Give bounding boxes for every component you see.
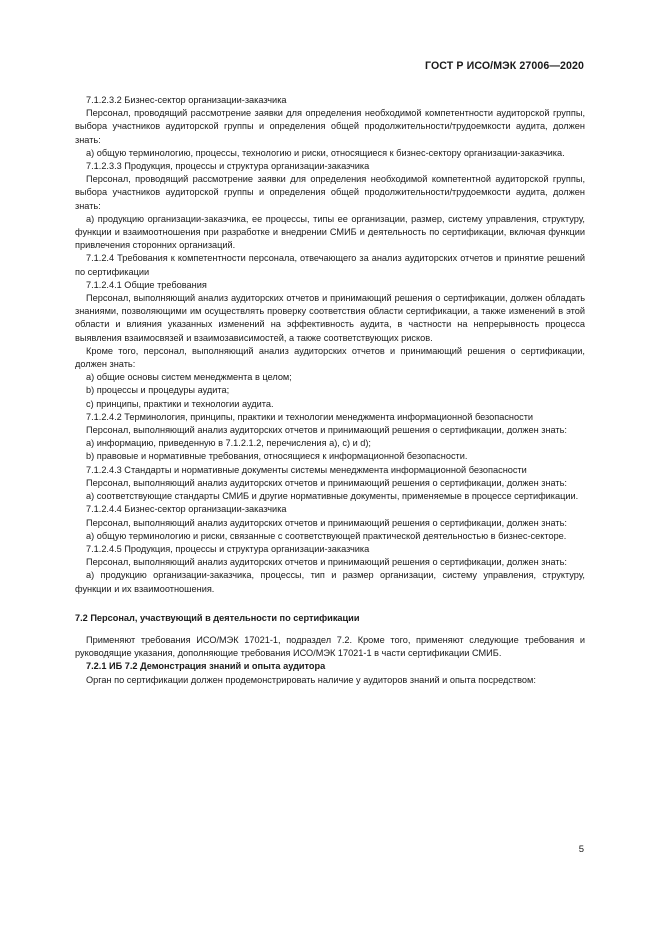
list-item: а) соответствующие стандарты СМИБ и другие нормативные документы, применяемые в процессе сертификации. [86,491,579,502]
document-code-header: ГОСТ Р ИСО/МЭК 27006—2020 [425,60,584,72]
clause-7-1-2-3-3-heading: 7.1.2.3.3 Продукция, процессы и структура организации-заказчика [86,161,370,172]
subsection-7-2-1-title: 7.2.1 ИБ 7.2 Демонстрация знаний и опыта аудитора [86,661,326,672]
paragraph: Персонал, проводящий рассмотрение заявки для определения необходимой компетентной аудиторской группы, выбора участников аудиторской группы и определения общей продолжительности/трудоемкости аудита, должен знать: [75,174,585,211]
list-item: а) информацию, приведенную в 7.1.2.1.2, перечисления а), с) и d); [86,438,371,449]
section-7-2-title: 7.2 Персонал, участвующий в деятельности по сертификации [75,612,360,623]
paragraph: Персонал, выполняющий анализ аудиторских отчетов и принимающий решения о сертификации, должен знать: [86,477,567,488]
list-item: c) принципы, практики и технологии аудита. [86,398,274,409]
clause-7-1-2-3-2-heading: 7.1.2.3.2 Бизнес-сектор организации-заказчика [86,95,287,105]
clause-7-1-2-4-4-heading: 7.1.2.4.4 Бизнес-сектор организации-заказчика [86,504,287,515]
page-number: 5 [578,844,584,855]
document-body [75,94,585,687]
paragraph: Кроме того, персонал, выполняющий анализ аудиторских отчетов и принимающий решения о сертификации, должен знать: [75,345,585,370]
clause-7-1-2-4-heading: 7.1.2.4 Требования к компетентности персонала, отвечающего за анализ аудиторских отчетов и принятие решений по сертификации [75,253,585,277]
paragraph: Орган по сертификации должен продемонстрировать наличие у аудиторов знаний и опыта посредством: [86,674,536,685]
paragraph: Персонал, выполняющий анализ аудиторских отчетов и принимающий решения о сертификации, должен знать: [86,557,567,568]
list-item: а) общие основы систем менеджмента в целом; [86,372,292,383]
section-intro: Применяют требования ИСО/МЭК 17021-1, подраздел 7.2. Кроме того, применяют следующие требования и руководящие указания, дополняющие требования ИСО/МЭК 17021-1 в части сертификации СМИБ. [75,634,585,659]
list-item: а) общую терминологию и риски, связанные с соответствующей практической деятельностью в бизнес-секторе. [86,530,567,541]
clause-7-1-2-4-2-heading: 7.1.2.4.2 Терминология, принципы, практики и технологии менеджмента информационной безопасности [86,411,534,422]
list-item: b) правовые и нормативные требования, относящиеся к информационной безопасности. [86,451,468,462]
paragraph: Персонал, выполняющий анализ аудиторских отчетов и принимающий решения о сертификации, должен знать: [86,517,567,528]
list-item: а) общую терминологию, процессы, технологию и риски, относящиеся к бизнес-сектору организации-заказчика. [86,147,565,158]
list-item: а) продукцию организации-заказчика, ее процессы, типы ее организации, размер, систему управления, структуру, функции и взаимоотношения при разработке и внедрении СМИБ и деятельность по сертификации, включая функции привлечения сторонних организаций. [75,213,585,251]
paragraph: Персонал, выполняющий анализ аудиторских отчетов и принимающий решения о сертификации, должен знать: [86,425,567,436]
clause-7-1-2-4-1-heading: 7.1.2.4.1 Общие требования [86,279,207,290]
paragraph: Персонал, выполняющий анализ аудиторских отчетов и принимающий решения о сертификации, должен обладать знаниями, позволяющими им осуществлять проверку соответствия области сертификации, а также изменений в этой области и влияния указанных изменений на эффективность аудита, в частности на непрерывность процесса выявления взаимосвязей и взаимозависимостей, а также соответствующих рисков. [75,293,585,343]
list-item: b) процессы и процедуры аудита; [86,385,230,396]
clause-7-1-2-4-5-heading: 7.1.2.4.5 Продукция, процессы и структура организации-заказчика [86,543,370,554]
paragraph: Персонал, проводящий рассмотрение заявки для определения необходимой компетентности аудиторской группы, выбора участников аудиторской группы и определения общей продолжительности/трудоемкости аудита, должен знать: [75,108,585,145]
clause-7-1-2-4-3-heading: 7.1.2.4.3 Стандарты и нормативные документы системы менеджмента информационной безопасности [86,464,527,475]
list-item: а) продукцию организации-заказчика, процессы, тип и размер организации, систему управления, структуру, функции и их взаимоотношения. [75,570,585,594]
